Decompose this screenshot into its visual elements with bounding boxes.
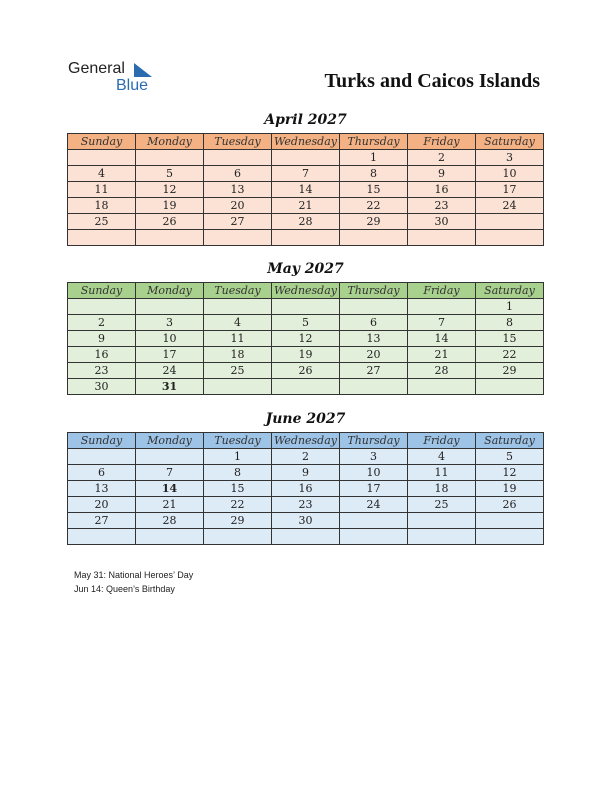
day-cell: 15 — [476, 331, 544, 347]
day-cell — [340, 379, 408, 395]
day-cell: 25 — [204, 363, 272, 379]
holiday-note: Jun 14: Queen’s Birthday — [74, 584, 175, 594]
day-cell: 8 — [476, 315, 544, 331]
day-cell: 20 — [340, 347, 408, 363]
day-cell: 24 — [476, 198, 544, 214]
day-cell: 8 — [204, 465, 272, 481]
weekday-tuesday: Tuesday — [204, 283, 272, 299]
weekday-saturday: Saturday — [476, 283, 544, 299]
day-cell — [476, 529, 544, 545]
weekday-thursday: Thursday — [340, 283, 408, 299]
day-cell: 8 — [340, 166, 408, 182]
day-cell: 6 — [340, 315, 408, 331]
day-cell — [340, 529, 408, 545]
calendar-may — [67, 282, 544, 395]
day-cell: 29 — [476, 363, 544, 379]
day-cell — [68, 230, 136, 246]
day-cell — [476, 379, 544, 395]
day-cell: 15 — [204, 481, 272, 497]
day-cell — [340, 513, 408, 529]
day-cell: 18 — [408, 481, 476, 497]
country-title: Turks and Caicos Islands — [324, 70, 540, 92]
week-row — [68, 299, 544, 315]
weekday-thursday: Thursday — [340, 134, 408, 150]
day-cell: 4 — [204, 315, 272, 331]
day-cell — [408, 230, 476, 246]
week-row — [68, 214, 544, 230]
day-cell: 23 — [68, 363, 136, 379]
weekday-header-row — [68, 283, 544, 299]
day-cell: 26 — [476, 497, 544, 513]
day-cell: 14 — [408, 331, 476, 347]
day-cell: 19 — [272, 347, 340, 363]
day-cell: 4 — [408, 449, 476, 465]
day-cell: 12 — [476, 465, 544, 481]
day-cell: 2 — [408, 150, 476, 166]
day-cell: 6 — [68, 465, 136, 481]
day-cell — [408, 379, 476, 395]
day-cell: 18 — [68, 198, 136, 214]
day-cell: 16 — [408, 182, 476, 198]
day-cell — [272, 379, 340, 395]
day-cell: 21 — [272, 198, 340, 214]
day-cell: 28 — [408, 363, 476, 379]
day-cell: 10 — [476, 166, 544, 182]
day-cell — [340, 230, 408, 246]
day-cell — [272, 299, 340, 315]
day-cell: 6 — [204, 166, 272, 182]
week-row — [68, 529, 544, 545]
day-cell: 10 — [136, 331, 204, 347]
day-cell: 26 — [272, 363, 340, 379]
weekday-friday: Friday — [408, 433, 476, 449]
day-cell: 12 — [136, 182, 204, 198]
weekday-sunday: Sunday — [68, 433, 136, 449]
day-cell: 22 — [340, 198, 408, 214]
weekday-wednesday: Wednesday — [272, 283, 340, 299]
day-cell — [136, 529, 204, 545]
day-cell — [204, 230, 272, 246]
day-cell: 17 — [136, 347, 204, 363]
day-cell: 23 — [272, 497, 340, 513]
day-cell: 16 — [68, 347, 136, 363]
day-cell: 21 — [408, 347, 476, 363]
day-cell: 30 — [408, 214, 476, 230]
day-cell: 13 — [204, 182, 272, 198]
day-cell — [340, 299, 408, 315]
weekday-friday: Friday — [408, 283, 476, 299]
week-row — [68, 315, 544, 331]
day-cell: 5 — [476, 449, 544, 465]
week-row — [68, 182, 544, 198]
day-cell: 25 — [408, 497, 476, 513]
day-cell — [204, 529, 272, 545]
day-cell: 17 — [340, 481, 408, 497]
day-cell: 1 — [204, 449, 272, 465]
day-cell: 7 — [272, 166, 340, 182]
weekday-saturday: Saturday — [476, 134, 544, 150]
day-cell: 22 — [476, 347, 544, 363]
day-cell: 28 — [136, 513, 204, 529]
day-cell — [68, 529, 136, 545]
month-title-apr: April 2027 — [264, 112, 347, 128]
day-cell: 7 — [136, 465, 204, 481]
day-cell — [476, 230, 544, 246]
calendar-apr — [67, 133, 544, 246]
day-cell: 2 — [272, 449, 340, 465]
weekday-header-row — [68, 134, 544, 150]
day-cell: 11 — [68, 182, 136, 198]
day-cell: 9 — [408, 166, 476, 182]
week-row — [68, 347, 544, 363]
day-cell — [476, 513, 544, 529]
day-cell — [408, 529, 476, 545]
day-cell: 13 — [68, 481, 136, 497]
day-cell — [204, 379, 272, 395]
day-cell — [272, 529, 340, 545]
day-cell: 1 — [340, 150, 408, 166]
day-cell: 27 — [204, 214, 272, 230]
day-cell: 9 — [68, 331, 136, 347]
week-row — [68, 363, 544, 379]
weekday-monday: Monday — [136, 134, 204, 150]
day-cell — [136, 449, 204, 465]
day-cell: 22 — [204, 497, 272, 513]
logo-text-blue: Blue — [116, 77, 149, 94]
day-cell — [68, 299, 136, 315]
week-row — [68, 465, 544, 481]
day-cell: 30 — [272, 513, 340, 529]
day-cell: 16 — [272, 481, 340, 497]
day-cell: 5 — [272, 315, 340, 331]
day-cell: 15 — [340, 182, 408, 198]
day-cell: 26 — [136, 214, 204, 230]
day-cell: 23 — [408, 198, 476, 214]
day-cell: 28 — [272, 214, 340, 230]
day-cell: 24 — [340, 497, 408, 513]
weekday-wednesday: Wednesday — [272, 433, 340, 449]
week-row — [68, 481, 544, 497]
day-cell: 14 — [136, 481, 204, 497]
week-row — [68, 166, 544, 182]
day-cell — [204, 299, 272, 315]
day-cell: 24 — [136, 363, 204, 379]
day-cell: 12 — [272, 331, 340, 347]
day-cell — [204, 150, 272, 166]
holiday-notes — [74, 568, 193, 596]
day-cell: 27 — [68, 513, 136, 529]
day-cell: 29 — [340, 214, 408, 230]
day-cell — [272, 150, 340, 166]
weekday-sunday: Sunday — [68, 134, 136, 150]
week-row — [68, 497, 544, 513]
day-cell: 27 — [340, 363, 408, 379]
holiday-note: May 31: National Heroes’ Day — [74, 570, 194, 580]
day-cell — [136, 299, 204, 315]
day-cell: 14 — [272, 182, 340, 198]
week-row — [68, 331, 544, 347]
week-row — [68, 150, 544, 166]
week-row — [68, 230, 544, 246]
week-row — [68, 513, 544, 529]
day-cell: 3 — [136, 315, 204, 331]
day-cell: 11 — [408, 465, 476, 481]
day-cell — [408, 299, 476, 315]
weekday-saturday: Saturday — [476, 433, 544, 449]
weekday-tuesday: Tuesday — [204, 134, 272, 150]
logo-text-general: General — [68, 60, 125, 77]
logo-triangle-icon — [134, 63, 154, 77]
day-cell: 11 — [204, 331, 272, 347]
weekday-tuesday: Tuesday — [204, 433, 272, 449]
day-cell: 7 — [408, 315, 476, 331]
day-cell — [136, 230, 204, 246]
logo — [68, 60, 168, 96]
day-cell — [476, 214, 544, 230]
day-cell: 29 — [204, 513, 272, 529]
day-cell — [272, 230, 340, 246]
day-cell: 18 — [204, 347, 272, 363]
day-cell: 25 — [68, 214, 136, 230]
week-row — [68, 379, 544, 395]
day-cell: 9 — [272, 465, 340, 481]
day-cell: 5 — [136, 166, 204, 182]
day-cell: 20 — [204, 198, 272, 214]
day-cell: 20 — [68, 497, 136, 513]
day-cell: 13 — [340, 331, 408, 347]
day-cell: 3 — [340, 449, 408, 465]
day-cell: 17 — [476, 182, 544, 198]
day-cell: 10 — [340, 465, 408, 481]
day-cell — [68, 449, 136, 465]
day-cell: 19 — [476, 481, 544, 497]
day-cell — [136, 150, 204, 166]
weekday-monday: Monday — [136, 433, 204, 449]
weekday-header-row — [68, 433, 544, 449]
month-title-may: May 2027 — [267, 261, 344, 277]
day-cell: 2 — [68, 315, 136, 331]
day-cell: 4 — [68, 166, 136, 182]
day-cell: 3 — [476, 150, 544, 166]
day-cell: 30 — [68, 379, 136, 395]
calendar-jun — [67, 432, 544, 545]
week-row — [68, 198, 544, 214]
weekday-thursday: Thursday — [340, 433, 408, 449]
day-cell — [68, 150, 136, 166]
week-row — [68, 449, 544, 465]
day-cell: 19 — [136, 198, 204, 214]
day-cell: 21 — [136, 497, 204, 513]
weekday-sunday: Sunday — [68, 283, 136, 299]
day-cell: 1 — [476, 299, 544, 315]
weekday-wednesday: Wednesday — [272, 134, 340, 150]
day-cell — [408, 513, 476, 529]
weekday-monday: Monday — [136, 283, 204, 299]
day-cell: 31 — [136, 379, 204, 395]
weekday-friday: Friday — [408, 134, 476, 150]
month-title-jun: June 2027 — [265, 411, 346, 427]
